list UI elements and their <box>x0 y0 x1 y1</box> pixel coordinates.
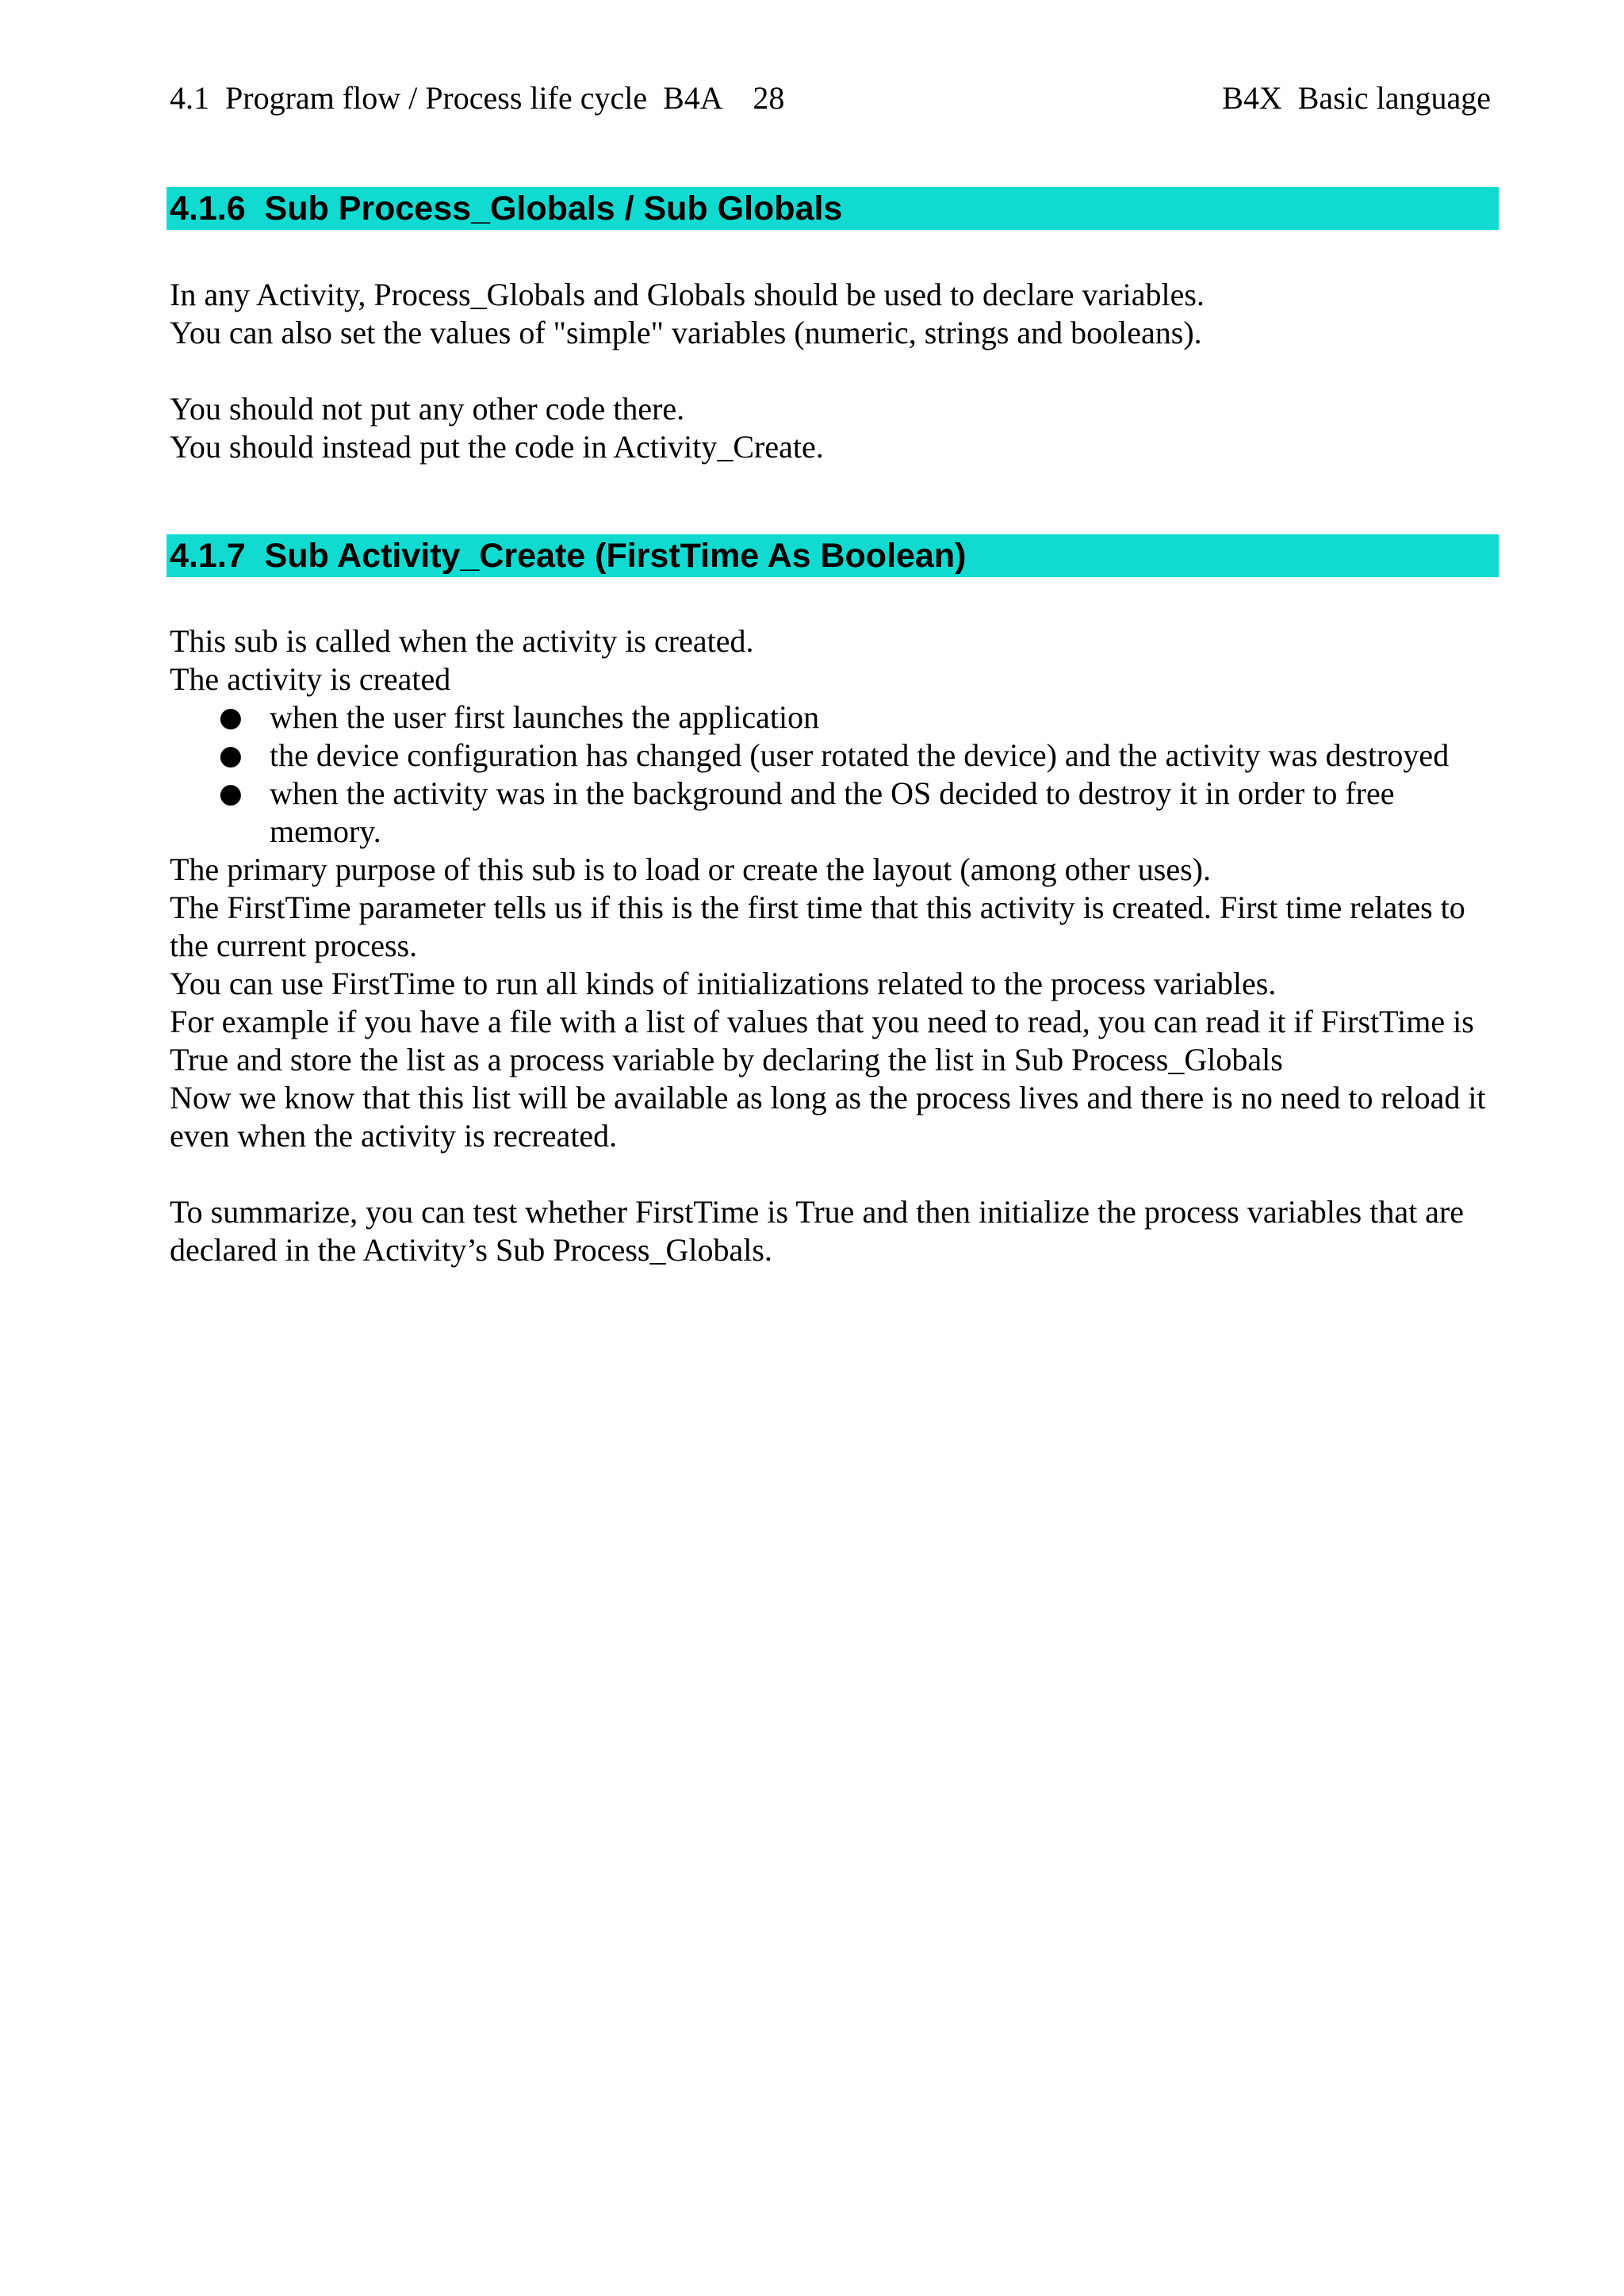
list-item-text: when the activity was in the background and the OS decided to destroy it in order to free memory. <box>270 775 1395 849</box>
paragraph: The primary purpose of this sub is to load or create the layout (among other uses). <box>170 851 1211 887</box>
section-heading-process-globals: 4.1.6 Sub Process_Globals / Sub Globals <box>167 187 1499 230</box>
paragraph: In any Activity, Process_Globals and Globals should be used to declare variables. <box>170 277 1205 312</box>
header-chapter-page: 4.1 Program flow / Process life cycle B4A 28 <box>170 80 785 116</box>
section-body-activity-create <box>170 622 1499 1269</box>
running-header <box>170 76 1491 121</box>
bullet-icon: ● <box>219 778 243 809</box>
list-item-text: when the user first launches the application <box>270 699 820 735</box>
paragraph: To summarize, you can test whether FirstTime is True and then initialize the process variables that are declared in the Activity’s Sub Process_Globals. <box>170 1194 1465 1268</box>
paragraph: The FirstTime parameter tells us if this is the first time that this activity is created. First time relates to the current process. <box>170 890 1465 963</box>
list-item-text: the device configuration has changed (user rotated the device) and the activity was destroyed <box>270 737 1450 773</box>
bullet-icon: ● <box>219 702 243 733</box>
paragraph: You can also set the values of "simple" variables (numeric, strings and booleans). <box>170 315 1202 350</box>
bullet-icon: ● <box>219 740 243 771</box>
bullet-list <box>170 698 1499 851</box>
paragraph-gap <box>170 352 1499 390</box>
paragraph: The activity is created <box>170 661 451 697</box>
section-heading-activity-create: 4.1.7 Sub Activity_Create (FirstTime As Boolean) <box>167 534 1499 577</box>
paragraph: You should instead put the code in Activity_Create. <box>170 429 824 465</box>
paragraph: Now we know that this list will be available as long as the process lives and there is no need to reload it even when the activity is recreated. <box>170 1080 1486 1154</box>
paragraph: You should not put any other code there. <box>170 391 685 427</box>
paragraph: This sub is called when the activity is created. <box>170 623 754 659</box>
paragraph: You can use FirstTime to run all kinds of initializations related to the process variables. <box>170 966 1277 1001</box>
list-item <box>170 698 1499 737</box>
paragraph-gap <box>170 1155 1499 1193</box>
paragraph: For example if you have a file with a list of values that you need to read, you can read it if FirstTime is True and store the list as a process variable by declaring the list in Sub Process_Globals <box>170 1004 1474 1077</box>
header-book-title: B4X Basic language <box>1222 80 1491 116</box>
list-item <box>170 737 1499 775</box>
section-body-process-globals <box>170 276 1499 466</box>
list-item <box>170 775 1499 851</box>
